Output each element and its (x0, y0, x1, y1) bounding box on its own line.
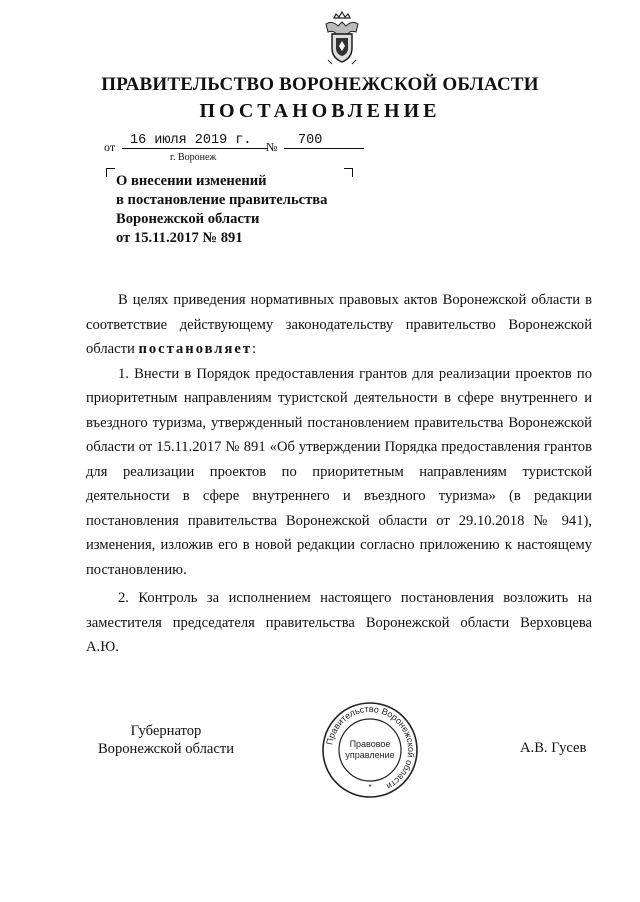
number-prefix: № (266, 140, 278, 154)
item-1-paragraph: 1. Внести в Порядок предоставления грантов для реализации проектов по приоритетным направлениям туристской деятельности в сфере внутреннего и въездного туризма, утвержденный постановлением правительства Воронежской области от 15.11.2017 № 891 «Об утверждении Порядка предоставления грантов для реализации проектов по приоритетным направлениям туристской деятельности в сфере внутреннего и въездного туризма» (в редакции постановления правительства Воронежской области от 29.10.2018 № 941), изменения, изложив его в новой редакции согласно приложению к настоящему постановлению. (86, 365, 592, 578)
signatory-name: А.В. Гусев (520, 740, 587, 756)
intro-colon: : (252, 341, 257, 357)
subject-line: Воронежской области (116, 211, 260, 227)
stamp-center-line: управление (345, 750, 395, 760)
coat-of-arms-icon (322, 10, 362, 66)
organization-title: ПРАВИТЕЛЬСТВО ВОРОНЕЖСКОЙ ОБЛАСТИ (101, 74, 539, 95)
stamp-ring-text: Правительство Воронежской области (324, 703, 417, 792)
document-type-title: ПОСТАНОВЛЕНИЕ (199, 100, 441, 122)
city: г. Воронеж (170, 152, 217, 163)
official-stamp (320, 700, 420, 800)
subject-corner-left (106, 168, 115, 177)
date-prefix: от (104, 140, 116, 154)
stamp-star-icon: * (368, 783, 372, 792)
intro-text: В целях приведения нормативных правовых актов Воронежской области в соответствие действующему законодательству правительство Воронежской области (86, 292, 592, 357)
document-body (86, 288, 592, 660)
stamp-center-line: Правовое (349, 739, 391, 749)
document-date: 16 июля 2019 г. (122, 133, 268, 149)
subject-line: в постановление правительства (116, 192, 328, 208)
document-subject (116, 172, 327, 248)
intro-paragraph (86, 288, 592, 362)
position-line: Губернатор (130, 723, 202, 739)
intro-emphasis: постановляет (138, 341, 253, 357)
position-line: Воронежской области (97, 741, 235, 757)
item-2-paragraph: 2. Контроль за исполнением настоящего постановления возложить на заместителя председателя правительства Воронежской области Верховцева А.Ю. (86, 590, 592, 655)
subject-line: О внесении изменений (116, 173, 267, 189)
document-number: 700 (284, 133, 364, 149)
subject-line: от 15.11.2017 № 891 (116, 230, 243, 246)
subject-corner-right (344, 168, 353, 177)
signature-position (96, 722, 236, 758)
